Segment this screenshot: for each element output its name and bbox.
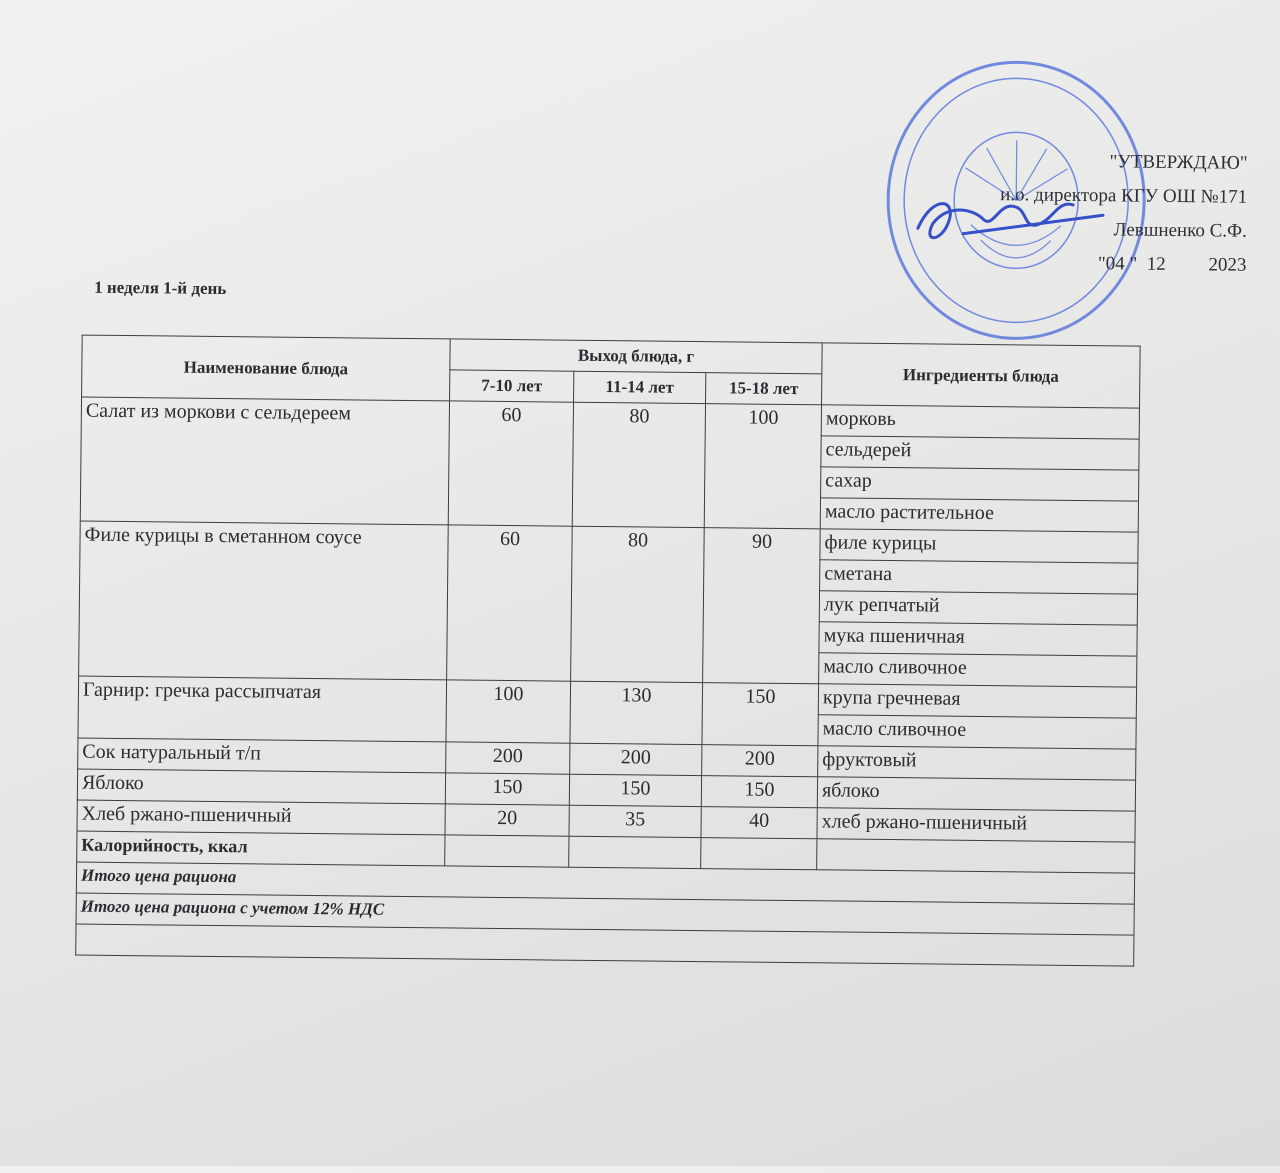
ingredient-cell: сметана	[820, 560, 1138, 594]
yield-cell: 60	[448, 401, 573, 526]
yield-cell: 100	[446, 680, 571, 743]
header-yield: Выход блюда, г	[450, 339, 822, 374]
yield-cell: 130	[570, 681, 703, 744]
ingredient-cell: сельдерей	[821, 436, 1139, 470]
header-age-15-18: 15-18 лет	[706, 373, 822, 405]
yield-cell: 60	[447, 525, 573, 681]
ingredient-cell: масло сливочное	[819, 653, 1137, 687]
total-label: Итого цена рациона	[76, 862, 1134, 904]
ingredient-cell: морковь	[821, 405, 1139, 439]
yield-cell: 200	[570, 743, 702, 775]
yield-cell: 200	[446, 742, 570, 774]
ingredient-cell: масло растительное	[820, 498, 1138, 532]
ingredient-cell: фруктовый	[818, 746, 1136, 780]
ingredient-cell: сахар	[821, 467, 1139, 501]
approval-date: "04 " 12 2023	[1097, 253, 1247, 276]
yield-cell: 150	[569, 774, 701, 806]
header-age-11-14: 11-14 лет	[574, 371, 706, 403]
total-vat-label: Итого цена рациона с учетом 12% НДС	[76, 893, 1134, 935]
ingredient-cell: мука пшеничная	[819, 622, 1137, 656]
yield-cell: 150	[701, 776, 817, 808]
header-dish: Наименование блюда	[82, 335, 451, 401]
approval-title: "УТВЕРЖДАЮ"	[1109, 151, 1248, 174]
dish-name: Сок натуральный т/п	[78, 738, 446, 773]
yield-cell: 80	[572, 402, 705, 527]
yield-cell: 35	[569, 805, 701, 837]
yield-cell: 20	[445, 804, 569, 836]
dish-name: Салат из моркови с сельдереем	[80, 397, 449, 525]
dish-name: Хлеб ржано-пшеничный	[77, 800, 445, 835]
dish-name: Яблоко	[77, 769, 445, 804]
yield-cell: 100	[704, 404, 821, 529]
yield-cell: 200	[702, 745, 818, 777]
menu-table	[75, 335, 1140, 967]
yield-cell: 90	[703, 528, 821, 684]
yield-cell: 150	[702, 683, 819, 746]
calories-label: Калорийность, ккал	[77, 831, 445, 866]
header-ingredients: Ингредиенты блюда	[822, 343, 1141, 408]
approval-position: и.о. директора КГУ ОШ №171	[1000, 184, 1248, 208]
empty-cell	[569, 836, 701, 868]
header-age-7-10: 7-10 лет	[450, 370, 574, 402]
approval-name: Левшненко С.Ф.	[1113, 219, 1247, 242]
approval-block	[886, 143, 1247, 283]
ingredient-cell: хлеб ржано-пшеничный	[817, 808, 1135, 842]
dish-name: Филе курицы в сметанном соусе	[79, 521, 449, 680]
dish-name: Гарнир: гречка рассыпчатая	[78, 676, 447, 742]
ingredient-cell: крупа гречневая	[818, 684, 1136, 718]
yield-cell: 40	[701, 807, 817, 839]
yield-cell: 150	[445, 773, 569, 805]
yield-cell: 80	[571, 526, 705, 682]
empty-cell	[817, 839, 1135, 873]
empty-cell	[445, 835, 569, 867]
ingredient-cell: масло сливочное	[818, 715, 1136, 749]
ingredient-cell: лук репчатый	[819, 591, 1137, 625]
day-title: 1 неделя 1-й день	[94, 277, 227, 299]
ingredient-cell: яблоко	[817, 777, 1135, 811]
ingredient-cell: филе курицы	[820, 529, 1138, 563]
empty-cell	[701, 838, 817, 870]
